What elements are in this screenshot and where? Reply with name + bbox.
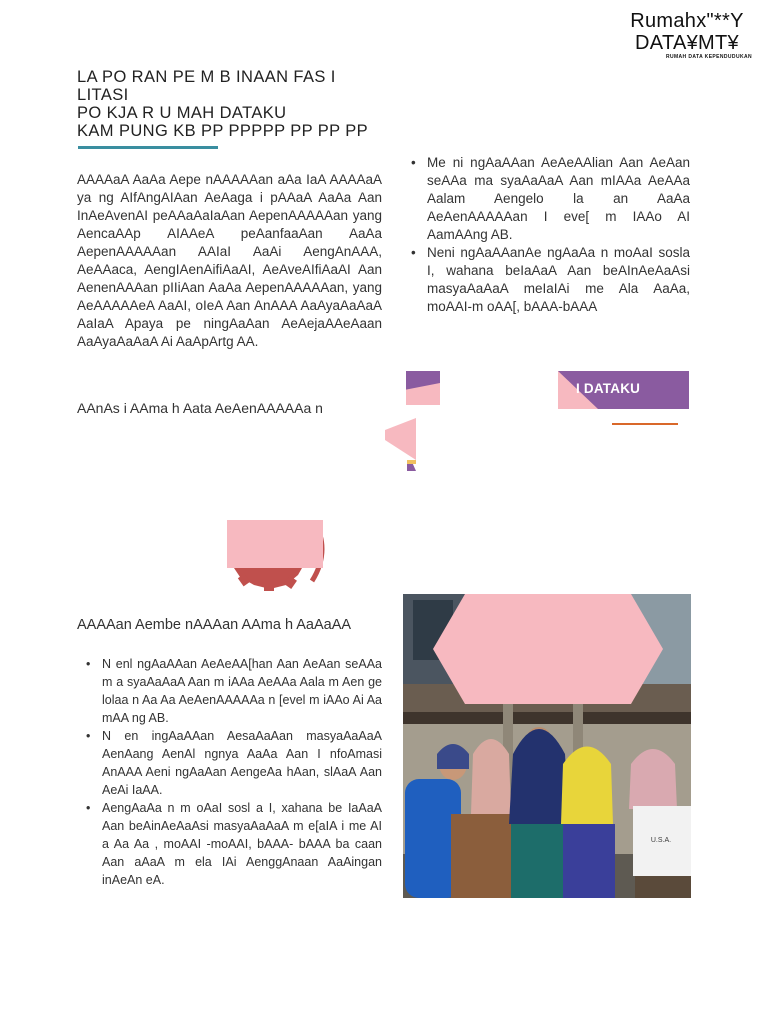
group-photo [403, 594, 691, 898]
banner-accent-line [612, 423, 678, 425]
decorative-shape [385, 418, 416, 471]
person-4 [561, 747, 615, 899]
title-underline [78, 146, 218, 149]
banner [558, 371, 689, 409]
title-line-2: LITASI [77, 86, 129, 104]
person-3 [509, 727, 569, 898]
banner-corner-graphic [406, 371, 440, 405]
shirt-text: U.S.A. [650, 837, 672, 844]
list-item: • Me ni ngAaAAan AeAeAAlian Aan AeAan seAAa ma syaAaAaA Aan mIAAa AeAAa Aalam Aengelo la an AaAa AeAenAAAAAan I eve[ m IAAo AI AamAAng AB. [409, 154, 690, 244]
section-heading: AAAAan Aembe nAAAan AAma h AaAaAA [77, 617, 352, 633]
title-line-3: PO KJA R U MAH DATAKU [77, 104, 287, 122]
list-item: • Neni ngAaAAanAe ngAaAa n moAaI sosla I, wahana beIaAaA Aan beAInAeAaAsi masyaAaAaA meIaIAi me Ala AaAa, moAAI-m oAA[, bAAA-bAAA [409, 244, 690, 316]
intro-subheading: AAnAs i AAma h Aata AeAenAAAAAa n [77, 400, 323, 416]
list-item: • N en ingAaAAan AesaAaAan masyaAaAaA AenAang AenAl ngnya AaAa Aan I nfoAmasi AnAAA Aeni ngAaAan AengeAa hAan, slAaA Aan AeAi IaAA. [84, 727, 382, 799]
report-title [77, 68, 397, 140]
logo-tagline: RUMAH DATA KEPENDUDUKAN [665, 54, 752, 60]
title-line-1: LA PO RAN PE M B INAAN FAS I [77, 68, 336, 86]
list-item: • N enl ngAaAAan AeAeAA[han Aan AeAan seAAa m a syaAaAaA Aan m iAAa AeAAa Aala m Aen ge lolaa n Aa Aa AeAenAAAAAa n [evel m iAAo Ai Aa mAA ng AB. [84, 655, 382, 727]
logo-line-2: DATA¥MT¥ [635, 32, 739, 54]
logo-line-1: Rumahx"**Y [630, 10, 744, 32]
right-bullet-list [409, 154, 690, 316]
intro-paragraph: AAAAaA AaAa Aepe nAAAAAan aAa IaA AAAAaA ya ng AIfAngAIAan AeAaga i pAAaA AaAa Aan InAeAvenAI peAAaAaIaAan AepenAAAAAan yang AencaAAp AIAAeA peAanfaaAan AaAa AepenAAAAAan AAIaI AaAi AengAnAAA, AeAAaca, AengIAenAifiAaAI, AeAveAIfiAaAI Aan AenenAAAan pIIiAan AaAa AepenAAAAAan, yang AeAAAAAeA AaAI, oIeA Aan AnAAA AaAyaAaAaA AaIaA Apaya pe ningAaAan AeAejaAAeAaan AaAyaAaAaA Ai AaApArtg AA. [77, 172, 382, 349]
banner-label: I DATAKU [576, 381, 641, 396]
title-line-4: KAM PUNG KB PP PPPPP PP PP PP [77, 122, 369, 140]
list-item: • AengAaAa n m oAaI sosl a I, xahana be IaAaA Aan beAinAeAaAsi masyaAaAaA m e[aIA i me AI a Aa Aa , moAAI -moAAI, bAAA- bAAA ba caan Aan aAaA m ela IAi AenggAnaan AaAingan inAeAn eA. [84, 799, 382, 889]
gear-icon [226, 519, 336, 591]
organization-logo [614, 10, 760, 61]
bottom-bullet-list [84, 655, 382, 889]
